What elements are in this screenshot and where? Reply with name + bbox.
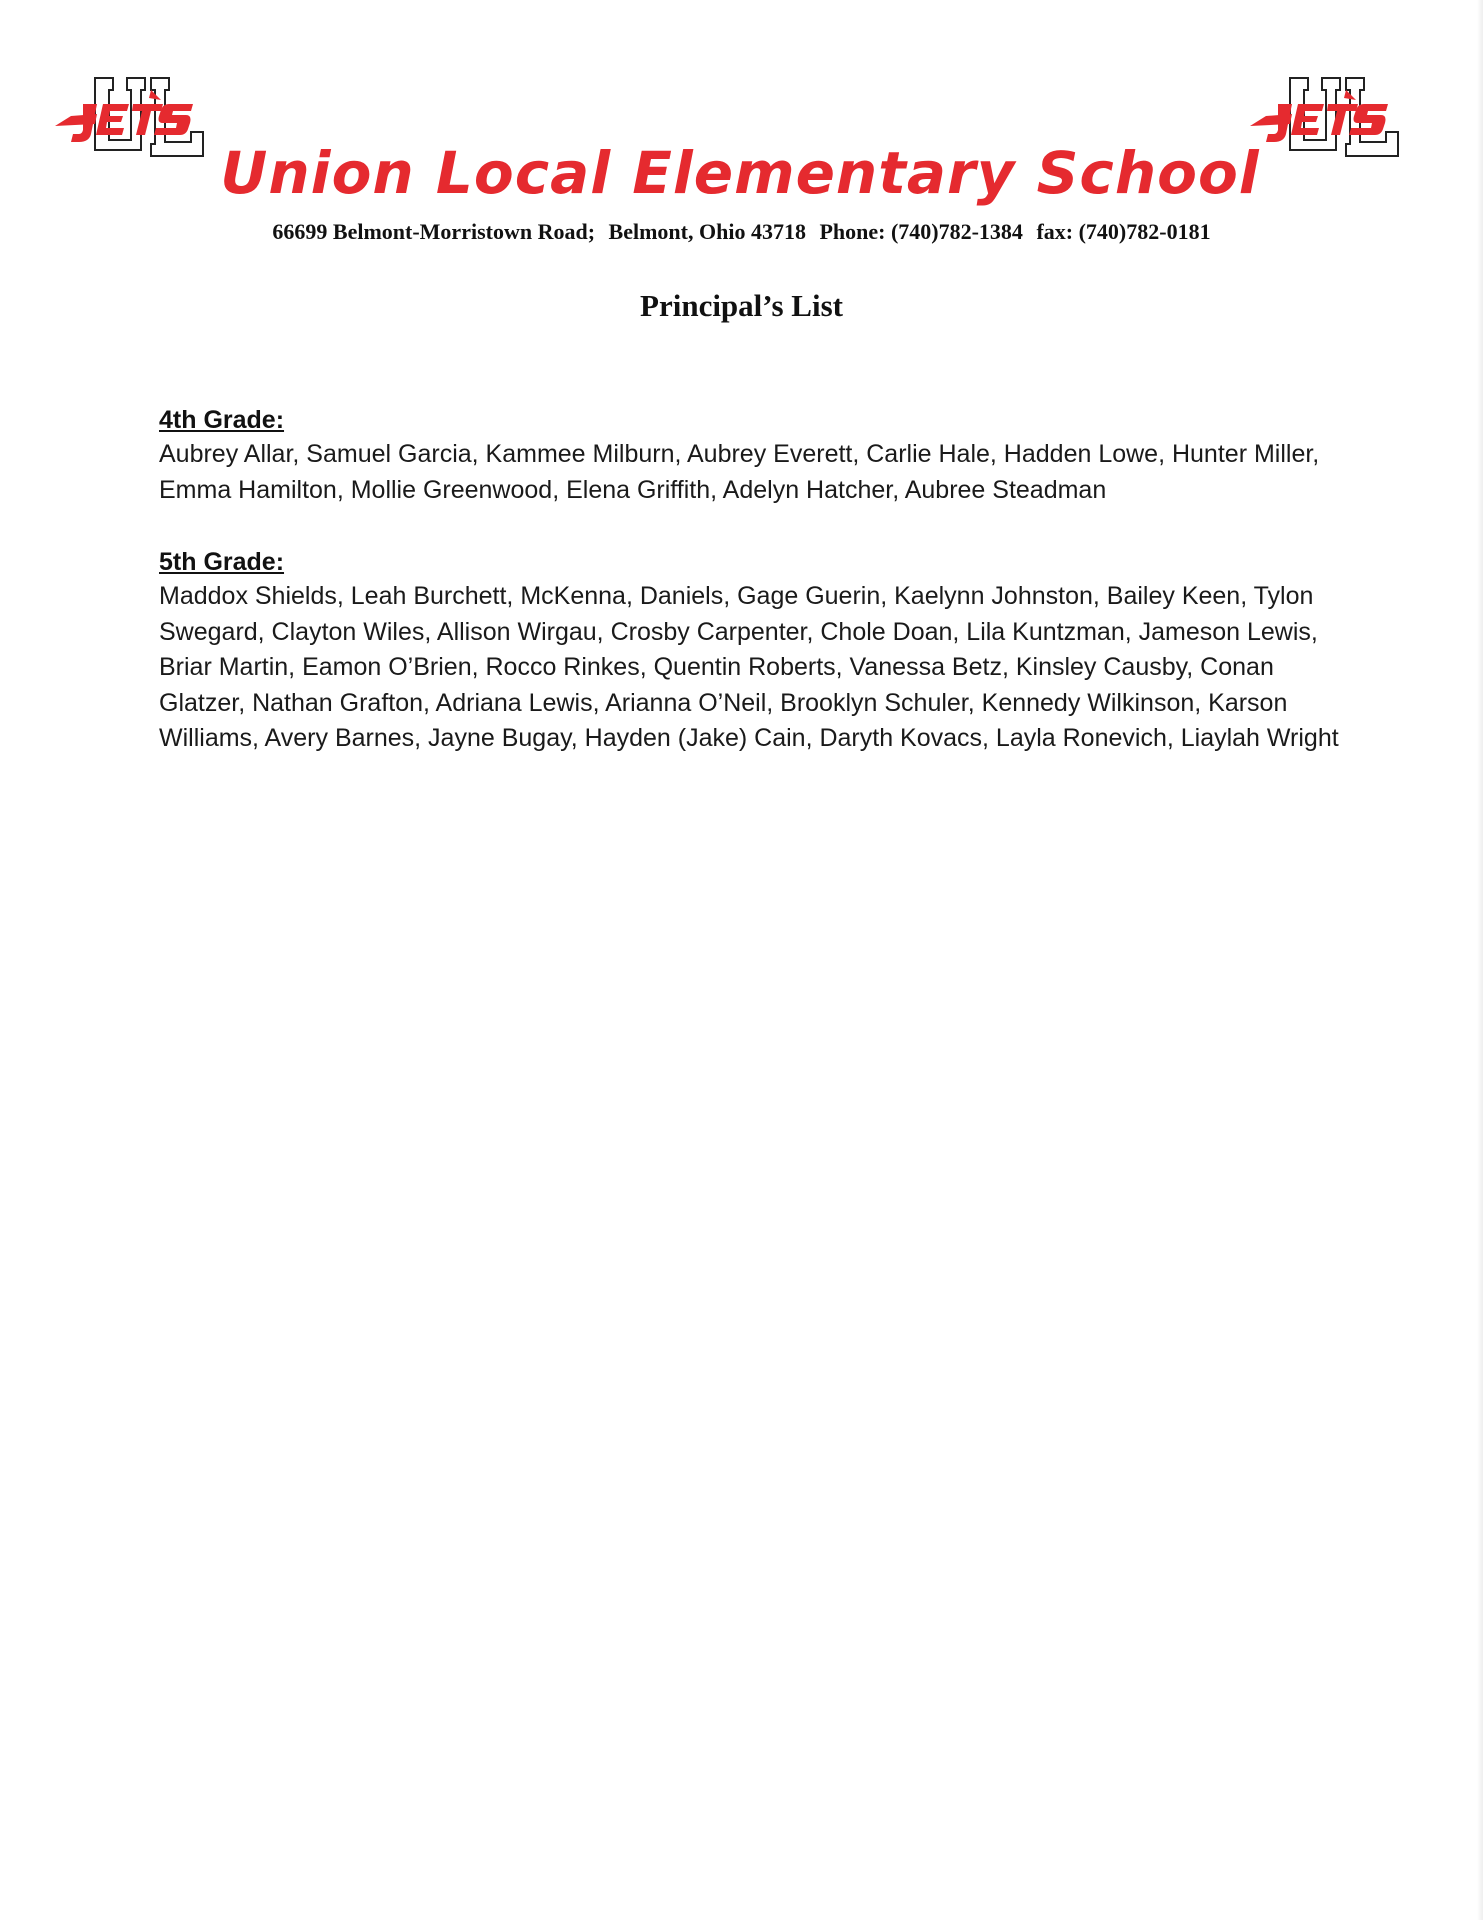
student-names: Maddox Shields, Leah Burchett, McKenna, Daniels, Gage Guerin, Kaelynn Johnston, Bailey Keen, Tylon Swegard, Clayton Wiles, Allison Wirgau, Crosby Carpenter, Chole Doan, Lila Kuntzman, Jameson Lewis, Briar Martin, Eamon O’Brien, Rocco Rinkes, Quentin Roberts, Vanessa Betz, Kinsley Causby, Conan Glatzer, Nathan Grafton, Adriana Lewis, Arianna O’Neil, Brooklyn Schuler, Kennedy Wilkinson, Karson Williams, Avery Barnes, Jayne Bugay, Hayden (Jake) Cain, Daryth Kovacs, Layla Ronevich, Liaylah Wright: [159, 582, 1339, 752]
phone-number: Phone: (740)782-1384: [819, 219, 1023, 244]
school-contact-line: [0, 219, 1483, 245]
street-address: 66699 Belmont-Morristown Road;: [272, 219, 596, 244]
school-name: Union Local Elementary School: [220, 139, 1260, 207]
page-title: Principal’s List: [640, 288, 843, 323]
grade-section-4th: [159, 403, 1339, 508]
student-names: Aubrey Allar, Samuel Garcia, Kammee Milburn, Aubrey Everett, Carlie Hale, Hadden Lowe, Hunter Miller, Emma Hamilton, Mollie Greenwood, Elena Griffith, Adelyn Hatcher, Aubree Steadman: [159, 440, 1320, 504]
city-state-zip: Belmont, Ohio 43718: [608, 219, 806, 244]
fax-number: fax: (740)782-0181: [1036, 219, 1211, 244]
grade-heading: 4th Grade:: [159, 406, 285, 434]
grade-heading: 5th Grade:: [159, 548, 285, 576]
grade-section-5th: [159, 545, 1339, 757]
